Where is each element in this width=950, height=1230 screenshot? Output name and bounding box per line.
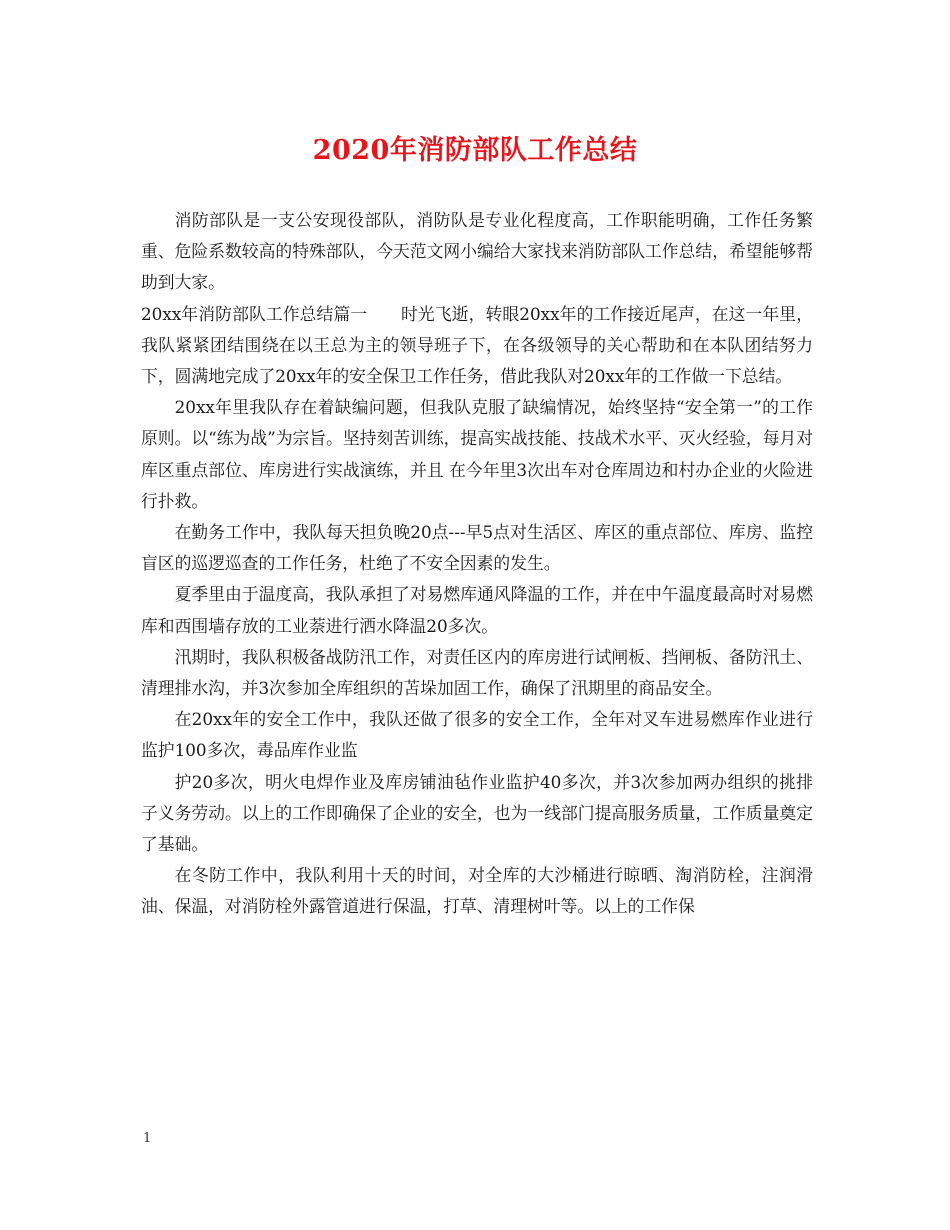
paragraph-winter: 在冬防工作中，我队利用十天的时间，对全库的大沙桶进行晾晒、淘消防栓，注润滑油、保温，对消防栓外露管道进行保温，打草、清理树叶等。以上的工作保 bbox=[141, 865, 813, 917]
paragraph-intro: 消防部队是一支公安现役部队，消防队是专业化程度高，工作职能明确，工作任务繁重、危险系数较高的特殊部队，今天范文网小编给大家找来消防部队工作总结，希望能够帮助到大家。 bbox=[141, 210, 813, 293]
paragraph-supervision: 护20多次，明火电焊作业及库房铺油毡作业监护40多次，并3次参加两办组织的挑排子义务劳动。以上的工作即确保了企业的安全，也为一线部门提高服务质量，工作质量奠定了基础。 bbox=[141, 771, 813, 855]
page-number: 1 bbox=[143, 1131, 152, 1146]
paragraph-staffing: 20xx年里我队存在着缺编问题，但我队克服了缺编情况，始终坚持“安全第一”的工作原则。以“练为战”为宗旨。坚持刻苦训练，提高实战技能、技战术水平、灭火经验，每月对库区重点部位、库房进行实战演练，并且 在今年里3次出车对仓库周边和村办企业的火险进行扑救。 bbox=[141, 397, 813, 511]
paragraph-safety-work: 在20xx年的安全工作中，我队还做了很多的安全工作，全年对叉车进易燃库作业进行监护100多次，毒品库作业监 bbox=[141, 709, 813, 761]
paragraph-summer: 夏季里由于温度高，我队承担了对易燃库通风降温的工作，并在中午温度最高时对易燃库和西围墙存放的工业萘进行洒水降温20多次。 bbox=[141, 584, 813, 636]
document-body bbox=[141, 205, 813, 923]
paragraph-duty: 在勤务工作中，我队每天担负晚20点---早5点对生活区、库区的重点部位、库房、监控盲区的巡逻巡查的工作任务，杜绝了不安全因素的发生。 bbox=[141, 522, 813, 574]
document-title: 2020年消防部队工作总结 bbox=[312, 135, 638, 166]
paragraph-section-heading: 20xx年消防部队工作总结篇一 时光飞逝，转眼20xx年的工作接近尾声，在这一年里，我队紧紧团结围绕在以王总为主的领导班子下，在各级领导的关心帮助和在本队团结努力下，圆满地完成了20xx年的安全保卫工作任务，借此我队对20xx年的工作做一下总结。 bbox=[141, 303, 813, 387]
paragraph-flood: 汛期时，我队积极备战防汛工作，对责任区内的库房进行试闸板、挡闸板、备防汛土、清理排水沟，并3次参加全库组织的苫垛加固工作，确保了汛期里的商品安全。 bbox=[141, 646, 813, 699]
